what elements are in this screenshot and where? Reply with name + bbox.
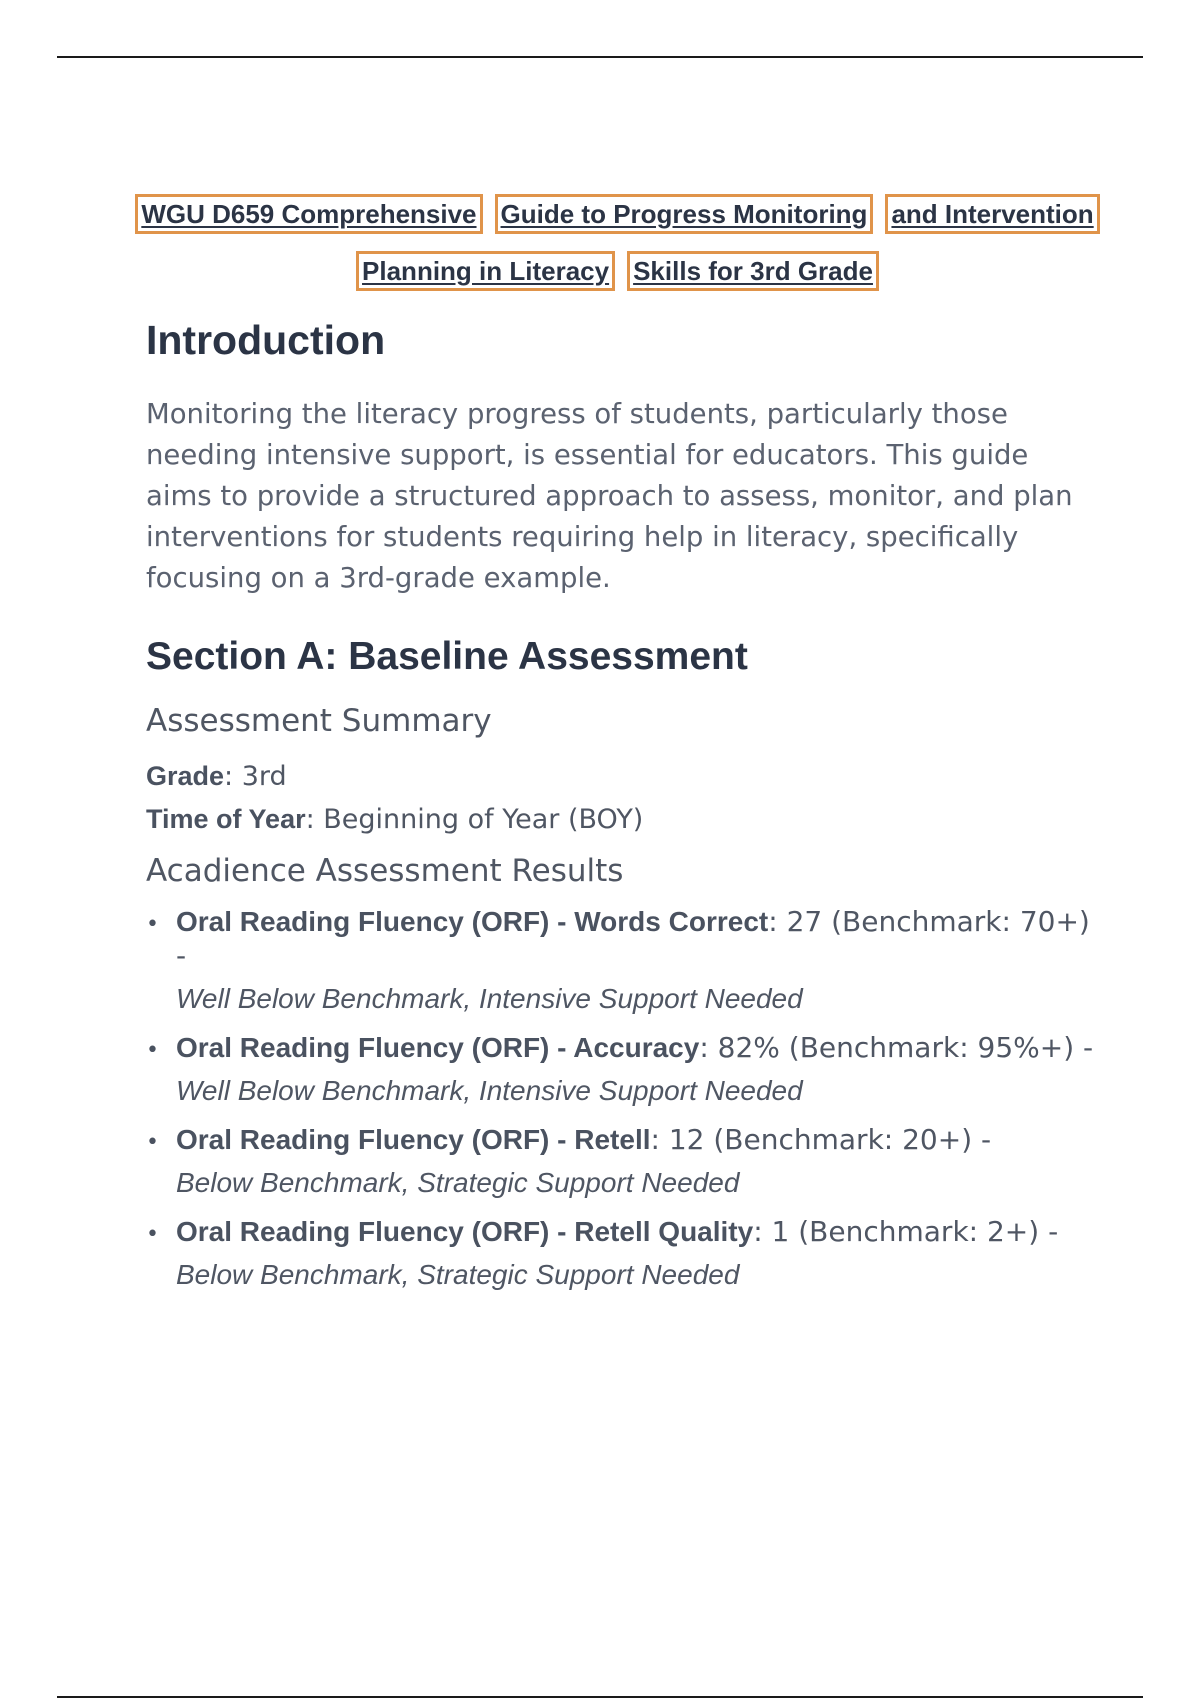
title-line-1 — [140, 185, 1095, 242]
list-item — [146, 1031, 1096, 1113]
title-link-segment[interactable]: Skills for 3rd Grade — [627, 251, 879, 291]
section-a-heading: Section A: Baseline Assessment — [146, 635, 748, 678]
result-label: Oral Reading Fluency (ORF) - Retell Quality — [176, 1216, 754, 1247]
result-note: Well Below Benchmark, Intensive Support Needed — [176, 983, 803, 1014]
grade-field — [146, 755, 1096, 798]
title-link-segment[interactable]: WGU D659 Comprehensive — [135, 194, 482, 234]
document-body — [146, 312, 1096, 1307]
time-of-year-label: Time of Year — [146, 804, 306, 834]
time-of-year-field — [146, 798, 1096, 841]
title-link-segment[interactable]: Planning in Literacy — [356, 251, 615, 291]
result-label: Oral Reading Fluency (ORF) - Retell — [176, 1124, 651, 1155]
title-link-segment[interactable]: Guide to Progress Monitoring — [495, 194, 874, 234]
result-value: : 12 (Benchmark: 20+) - — [650, 1123, 992, 1156]
title-line-2 — [140, 242, 1095, 299]
results-list — [146, 905, 1096, 1297]
result-value: : 1 (Benchmark: 2+) - — [753, 1215, 1059, 1248]
result-label: Oral Reading Fluency (ORF) - Accuracy — [176, 1032, 700, 1063]
introduction-paragraph: Monitoring the literacy progress of students, particularly those needing intensive support, is essential for educators. This guide aims to provide a structured approach to assess, monitor, and plan interventions for students requiring help in literacy, specifically focusing on a 3rd-grade example. — [146, 398, 1073, 594]
result-value: : 82% (Benchmark: 95%+) - — [699, 1031, 1094, 1064]
list-item — [146, 1215, 1096, 1297]
result-note: Below Benchmark, Strategic Support Needed — [176, 1259, 740, 1290]
result-note: Below Benchmark, Strategic Support Needed — [176, 1167, 740, 1198]
time-of-year-value: : Beginning of Year (BOY) — [305, 804, 644, 835]
bottom-rule — [57, 1696, 1143, 1698]
grade-value: : 3rd — [224, 761, 287, 792]
list-item — [146, 905, 1096, 1021]
result-note: Well Below Benchmark, Intensive Support Needed — [176, 1075, 803, 1106]
assessment-results-heading: Acadience Assessment Results — [146, 853, 624, 889]
top-rule — [57, 56, 1143, 58]
title-link-segment[interactable]: and Intervention — [885, 194, 1099, 234]
assessment-summary-heading: Assessment Summary — [146, 703, 492, 739]
list-item — [146, 1123, 1096, 1205]
grade-label: Grade — [146, 761, 225, 791]
document-title — [140, 185, 1095, 299]
result-label: Oral Reading Fluency (ORF) - Words Correct — [176, 906, 769, 937]
introduction-heading: Introduction — [146, 317, 386, 363]
result-value: : 27 (Benchmark: 70+) - — [176, 905, 1090, 972]
